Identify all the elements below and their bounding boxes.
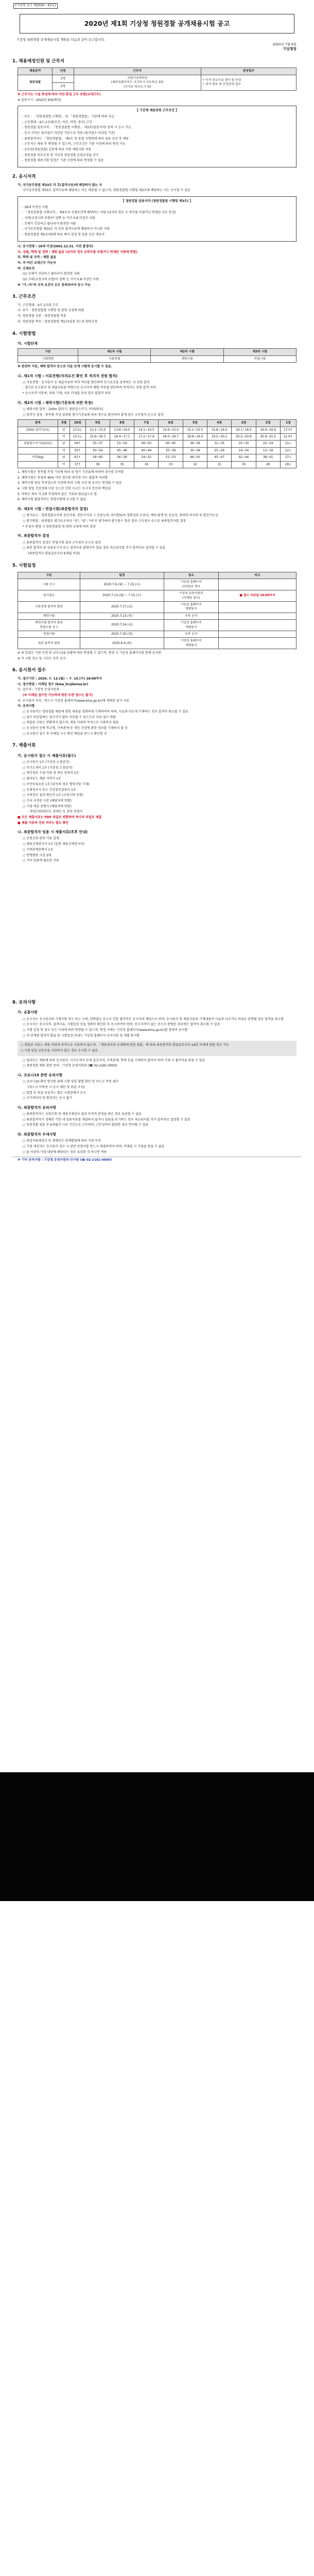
sec8-line: ○ 블라인드 채용에 따라 응시원서, 자기소개서 등에 출신지역, 가족관계, 학력 등을 기재하지 않아야 하며 기재 시 불이익을 받을 수 있음	[23, 1058, 205, 1062]
sec7-highlight-2: ■ 제출 서류의 진위 여부는 별도 확인	[18, 821, 69, 825]
fitness-td: 55↑	[69, 447, 85, 454]
sec4-note1: ※ 완전히 서류, 체력 합격자 등으로 다음 단계 시험에 응시할 수 있음.	[18, 364, 113, 368]
fitness-td: 20.9~21.5	[256, 434, 280, 440]
fitness-td: 17.0↑	[280, 427, 296, 433]
sec8-line5: ○ 가점 대상자는 응시원서 접수 시 관련 증명서를 반드시 제출하여야 하며, 미제출 시 가점을 받을 수 없음	[23, 1144, 165, 1148]
cell-duty: • 국가 중요시설 경비 및 안내 • 청사 방호 및 안전관리 업무	[201, 75, 296, 90]
schedule-row	[18, 620, 296, 631]
fitness-td: 15.6~16.3	[85, 434, 110, 440]
sec7-line: ○ 블라인드 채용 서약서 1부	[23, 777, 61, 781]
sec4-sub3-line: ○ 체력시험 항목 : 100m 달리기, 윗몸일으키기, 악력(좌우)	[23, 407, 103, 411]
fitness-td: 18.0~18.7	[159, 434, 183, 440]
cell-place: 국립기상과학원 (제주특별자치도 서귀포시 서호북로 33) (서귀포 혁신도시 내)	[74, 75, 201, 90]
fitness-td: 윗몸일으키기(회/1분)	[18, 440, 58, 447]
exam-stage-table-wrap	[18, 348, 296, 363]
cell-total-count: 2명	[53, 82, 74, 90]
schedule-td: 2020.7.23.(목)	[80, 613, 164, 619]
fitness-table	[18, 419, 296, 468]
schedule-td: 2020.7.30.(목)	[80, 631, 164, 637]
fitness-td: 21↓	[280, 440, 296, 447]
fitness-th: 5점	[183, 420, 207, 427]
fitness-td: 19.5~20.1	[207, 434, 232, 440]
cell-count: 2명	[53, 75, 74, 82]
qual-line: - 신체가 건강하고 팔다리가 완전한 사람	[22, 222, 76, 226]
fitness-td: 20.2~20.8	[232, 434, 256, 440]
qualification-box-head: 【 청원경찰 임용자격 (청원경찰법 시행령 제3조) 】	[121, 199, 193, 203]
agency-name: 기상청장	[283, 47, 296, 52]
fitness-td: 38~41	[256, 454, 280, 461]
doc-code-line	[12, 3, 302, 9]
section-4-title: 4. 시험방법	[12, 331, 36, 336]
stage-th: 제3차 시험	[223, 349, 296, 355]
sec1-note-2: ※ 임용시기 : 2020년 9월(예정)	[18, 98, 61, 102]
sec8-line: ○ 시험 일정 및 장소 등은 사정에 따라 변경될 수 있으며, 변경 시에는 기상청 홈페이지(www.kma.go.kr)를 통하여 공지함	[23, 1028, 188, 1032]
sec6-line: ○ 접수 마감일에는 접수자가 많아 지연될 수 있으므로 미리 접수 바람	[23, 715, 116, 719]
fitness-td: 15.5↓	[69, 434, 85, 440]
fitness-td: 48~50	[183, 454, 207, 461]
stage-td: 시험방법	[18, 355, 78, 362]
fitness-td: 34	[134, 461, 159, 468]
fitness-td: 58↑	[69, 440, 85, 447]
working-conditions-head: 【 기간제 채용관련 근무조건 】	[135, 109, 179, 113]
fitness-td: 51~53	[159, 454, 183, 461]
schedule-th: 비고	[218, 572, 296, 579]
sec8-line5: ○ 둘 이상의 가점 대상에 해당되는 경우 유리한 것 하나만 적용	[23, 1150, 107, 1154]
schedule-td	[218, 620, 296, 631]
fitness-td: 55~57	[85, 440, 110, 447]
fitness-row	[18, 434, 296, 440]
sec5-note: ※ 위 일정은 기관 사정 및 코로나19 상황에 따라 변경될 수 있으며, 변경 시 기상청 홈페이지를 통해 공지함	[18, 651, 161, 655]
sec2-line: 라. 학력 및 자격 : 제한 없음	[18, 256, 57, 260]
sec2-line: 나. 응시연령 : 18세 이상(2002.12.31. 이전 출생자)	[18, 244, 93, 248]
fitness-td: 25~29	[207, 447, 232, 454]
schedule-row	[18, 579, 296, 590]
fitness-td	[18, 434, 58, 440]
fitness-th: 10점	[69, 420, 85, 427]
fitness-td: 31	[207, 461, 232, 468]
box1-line: - 공무원(청원경찰) 신분에 따른 각종 제한사항 적용	[22, 148, 92, 152]
sec7-line: ○ 개인정보 수집·이용 및 제공 동의서 1부	[23, 771, 79, 775]
sec7-line2: ○ 가족관계증명서 1부	[23, 848, 54, 852]
fitness-th: 3점	[232, 420, 256, 427]
fitness-td: 40~44	[134, 447, 159, 454]
section-5-title: 5. 시험일정	[12, 563, 36, 568]
fitness-td: 13.6~14.0	[110, 427, 134, 433]
sec4-sub3: 다. 제2차 시험 : 체력시험(기준표에 의한 측정)	[18, 400, 93, 405]
sec4-sub5-line: (최종합격자 발표일로부터 6개월 이내)	[28, 551, 80, 555]
fitness-row	[18, 440, 296, 447]
fitness-td: 21.6↑	[280, 434, 296, 440]
sec7-line: ○ 기타 자격증 사본 (해당자에 한함)	[23, 799, 72, 803]
schedule-td	[218, 613, 296, 619]
fitness-td: 13~18	[256, 447, 280, 454]
stage-th: 제1차 시험	[78, 349, 151, 355]
schedule-td: 기상청 홈페이지 개별통지	[164, 620, 218, 631]
fitness-td: 32	[183, 461, 207, 468]
sec7-line: ○ 주민등록초본 1부 (남자의 경우 병역사항 기재)	[23, 782, 90, 786]
stage-th: 구분	[18, 349, 78, 355]
fitness-th: 성별	[58, 420, 69, 427]
sec8-line4: ○ 청원경찰 임용 후 6개월간 시보 기간으로 근무하며, 근무성적이 불량한 경우 면직될 수 있음	[23, 1123, 149, 1127]
fitness-th: 4점	[207, 420, 232, 427]
schedule-td: 시험 공고	[18, 579, 80, 590]
schedule-td: 기상청 홈페이지 나라일터 게시	[164, 579, 218, 590]
fitness-td: 19~24	[232, 447, 256, 454]
box1-line: - 근무형태 : 4조 2교대(주간, 야간, 비번, 휴무) 근무	[22, 120, 93, 124]
box1-line: - 청원경찰 복무규정 및 기상청 청원경찰 운영규정을 준수	[22, 153, 99, 157]
sec6-line: ○ 제출된 서류는 반환하지 않으며, 채용 이외의 목적으로 사용하지 않음	[23, 721, 119, 725]
fitness-td: 42~44	[232, 454, 256, 461]
qual-line: - 청원경찰법 제5조의2에 따른 배치 결정 및 임용 승인 대상자	[22, 233, 105, 237]
fit-note: 1. 체력시험은 종목별 측정 기록에 따라 위 평가 기준표에 의하여 점수를 부여함	[18, 470, 124, 474]
fitness-td: 36	[85, 461, 110, 468]
schedule-td: 2020.7.13.(월) ~ 7.15.(수)	[80, 590, 164, 602]
fitness-th: 2점	[256, 420, 280, 427]
fitness-td: 16.1~16.5	[232, 427, 256, 433]
section-1-title: 1. 채용예정인원 및 근무지	[12, 58, 65, 64]
schedule-row	[18, 601, 296, 613]
fitness-td: 33	[159, 461, 183, 468]
fitness-td: 22~24	[256, 440, 280, 447]
qual-line: - 국가공무원법 제33조 각 호의 결격사유에 해당하지 아니한 사람	[22, 227, 110, 231]
schedule-td: 원서접수	[18, 590, 80, 602]
fitness-td: 61↑	[69, 454, 85, 461]
sec8-sub3: 다. 최종합격자 유의사항	[18, 1105, 57, 1110]
sec2-line: 바. 신체조건	[18, 266, 35, 270]
sec7-line: ○ 자기소개서 1부 (기상청 소정양식)	[23, 766, 73, 770]
sec8-line3: (마스크 미착용 시 응시 제한 및 퇴실 조치)	[28, 1085, 85, 1089]
fit-note: 6. 체력시험 불합격자는 면접시험에 응시할 수 없음	[18, 498, 86, 502]
fitness-td	[18, 447, 58, 454]
sec4-sub4-line: ○ 평가요소 : 청원경찰로서의 정신자세, 전문지식과 그 응용능력, 의사발표의 정확성과 논리성, 예의·품행 및 성실성, 창의력·의지력 및 발전가능성	[23, 514, 218, 518]
sec7-line: ○ 시력검사 결과 확인서 1부 (교정시력 포함)	[23, 793, 83, 798]
fitness-td: 여	[58, 447, 69, 454]
sec3-line: 다. 청원경찰 신분 : 청원경찰법 적용	[18, 314, 66, 318]
notice-title: 2020년 제1회 기상청 청원경찰 공개채용시험 공고	[20, 14, 294, 33]
sec7-line: ○ 가점 대상 증명서 (해당자에 한함)	[23, 804, 72, 808]
fitness-td: 13.1~13.5	[85, 427, 110, 433]
sec7-line2: ○ 기타 임용에 필요한 서류	[23, 859, 59, 863]
fitness-th: 7점	[134, 420, 159, 427]
intro-text: 기상청 청원경찰 공개채용시험 계획을 다음과 같이 공고합니다.	[16, 38, 106, 42]
fitness-td: 악력(kg)	[18, 454, 58, 461]
stage-td: 체력시험	[151, 355, 223, 362]
schedule-td: 2020.7.17.(금)	[80, 601, 164, 613]
schedule-row	[18, 638, 296, 649]
schedule-td: ■ 접수 마감일 18:00까지	[218, 590, 296, 602]
sec6-line: 마. 유의사항	[18, 704, 35, 708]
sec8-line4: ○ 최종합격자가 정해진 기한 내 임용서류를 제출하지 않거나 임용을 포기하는 경우 차순위자를 추가 합격자로 결정할 수 있음	[23, 1117, 190, 1122]
qual-line: - 18세 이상인 사람	[22, 205, 48, 209]
schedule-th: 일정	[80, 572, 164, 579]
box1-line: - 최종합격자는 「청원경찰법」 제5조 및 동법 시행령에 따라 임용 승인 후 채용	[22, 137, 129, 141]
sec8-line: ○ 응시자는 응시원서의 기재사항 착오 또는 누락, 연락불능 등으로 인한 불이익은 응시자의 책임으로 하며, 응시원서 및 제출서류의 기재내용이 사실과 다르거나 허위로 판명될 경우 합격을 취소함	[23, 1017, 284, 1021]
sec3-line: 가. 근무형태 : 4조 2교대 근무	[18, 303, 59, 307]
sec5-note: ※ 각 시험 장소 및 시간은 추후 공지	[18, 656, 66, 660]
fitness-td: 37↓	[280, 454, 296, 461]
sec8-line3: ○ 발열 등 의심 증상자는 별도 시험장에서 응시	[23, 1091, 86, 1095]
schedule-td	[218, 631, 296, 637]
schedule-td: 추후 공지	[164, 613, 218, 619]
sec4-sub4: 라. 제3차 시험 : 면접시험(최종합격자 결정)	[18, 507, 89, 512]
schedule-td: 기상청 운영지원과 (이메일 접수)	[164, 590, 218, 602]
fitness-td: 54~55	[134, 454, 159, 461]
sec6-line: (※ 이메일 접수만 가능하며 방문·우편 접수는 불가)	[23, 693, 93, 697]
fitness-td: 28↓	[280, 461, 296, 468]
fitness-td: 56~58	[110, 454, 134, 461]
sec7-line: ○ 응시원서 1부 (기상청 소정양식)	[23, 760, 69, 765]
sec8-sub4: 라. 최종합격자 우대사항	[18, 1132, 57, 1137]
sec7-sub1: 가. 응시원서 접수 시 제출서류(필수)	[18, 753, 76, 758]
stage-td: 면접시험	[223, 355, 296, 362]
qual-line: - 「청원경찰법 시행규칙」 제4조의 신체조건에 해당하는 사람 (남자의 경우 군 복무를 마쳤거나 면제된 자로 한정)	[22, 211, 176, 215]
sec4-sub2-line: - 접수된 응시원서 및 제출서류를 바탕으로 응시자격 해당 여부를 판단하며 적격자는 전원 합격 처리	[23, 386, 156, 390]
fitness-td	[18, 461, 58, 468]
fitness-td: 15.1~15.5	[183, 427, 207, 433]
sec8-line: ○ 각 단계별 합격자 발표 및 시험일정 안내는 기상청 홈페이지 공지사항 및 개별 통지함	[23, 1033, 140, 1038]
sec7-sub2: 나. 최종합격자 임용 시 제출서류(추후 안내)	[18, 830, 88, 835]
sec7-highlight-1: ■ 모든 제출서류는 PDF 파일로 변환하여 하나의 파일로 제출	[18, 815, 102, 819]
section-8-title: 8. 유의사항	[12, 999, 36, 1005]
box1-line: - 근무지는 채용 후 변경될 수 있으며, 근무조건은 기관 사정에 따라 변경 가능	[22, 142, 126, 146]
exam-stage-table	[18, 348, 296, 363]
fitness-td: 17.2~17.9	[134, 434, 159, 440]
fitness-td: 30~34	[183, 447, 207, 454]
notice-date: 2020년 7월 6일	[272, 42, 296, 46]
fitness-td: 45~49	[110, 447, 134, 454]
fitness-td: 18.8~19.4	[183, 434, 207, 440]
sec8-sub1: 가. 공통사항	[18, 1010, 38, 1015]
sec8-line3: ○ 자가격리자 및 확진자는 응시 불가	[23, 1096, 72, 1100]
sec8-grey-line: ○ 제출된 서류는 채용 이외의 목적으로 사용하지 않으며, 「채용절차의 공정화에 관한 법률」에 따라 최종합격자 발표일로부터 14일 이내에 반환 청구 가능	[21, 1043, 229, 1047]
schedule-th: 구분	[18, 572, 80, 579]
fitness-td: 여	[58, 461, 69, 468]
th-place: 근무지	[74, 68, 201, 75]
fitness-td: 14.6~15.0	[159, 427, 183, 433]
schedule-row	[18, 631, 296, 637]
schedule-td: 체력시험	[18, 613, 80, 619]
sec4-sub1: 가. 시험단계	[18, 341, 38, 346]
schedule-row	[18, 590, 296, 602]
sec2-line: 다. 성별, 학력 및 경력 : 제한 없음 (남자의 경우 군복무를 마쳤거나 면제된 사람에 한함)	[18, 250, 137, 254]
fitness-td: 35	[110, 461, 134, 468]
fitness-row	[18, 427, 296, 433]
cell-field: 청원경찰	[18, 75, 53, 90]
sec4-sub4-line: * 동점자 발생 시 청원경찰법 및 관련 규정에 따라 결정	[23, 524, 96, 529]
sec4-sub2-line: ○ 서류전형 : 응시원서 등 제출서류의 적격 여부를 확인하여 응시요건을 충족하는 자 전원 합격	[23, 380, 150, 384]
section-6-title: 6. 응시원서 접수	[12, 668, 46, 673]
fitness-td: 14.1~14.5	[134, 427, 159, 433]
fit-note: 5. 악력은 좌우 각 2회 측정하여 좋은 기록의 평균값으로 함	[18, 492, 97, 496]
fitness-th: 6점	[159, 420, 183, 427]
sec8-sub2: 나. 코로나19 관련 유의사항	[18, 1073, 63, 1077]
fitness-td: 37↑	[69, 461, 85, 468]
box1-line: - 청원경찰 채용시험 일정은 기관 사정에 따라 변경될 수 있음	[22, 159, 104, 163]
sec2-sub1: 가. 국가공무원법 제33조 각 호(결격사유)에 해당하지 않는 자	[18, 183, 102, 187]
th-duty: 담당업무	[201, 68, 296, 75]
qualification-box	[18, 196, 296, 242]
sec2-line: ※ "가~마"의 자격 요건이 모두 충족되어야 응시 가능	[18, 283, 91, 287]
fitness-td: 12↓	[280, 447, 296, 454]
fitness-row	[18, 447, 296, 454]
doc-code: [기상청 공고 제2020 - 42호]	[13, 3, 58, 9]
sec4-sub5-line: ○ 최종합격자 결정은 면접시험 결과 고득점자 순으로 결정	[23, 540, 101, 545]
fitness-td: 15.6~16.0	[207, 427, 232, 433]
schedule-td: 서류전형 합격자 발표	[18, 601, 80, 613]
fitness-td: 45~47	[207, 454, 232, 461]
fitness-td: 59~60	[85, 454, 110, 461]
sec8-line4: ○ 최종합격자는 신원조회 및 채용신체검사 결과 부적격 판정을 받은 경우 임용할 수 없음	[23, 1112, 142, 1116]
working-conditions-box	[18, 106, 296, 167]
sec2-line: (1) 신체가 건강하고 팔다리가 완전한 사람	[23, 272, 80, 276]
sec4-sub2: 나. 제1차 시험 : 서류전형(자격요건 확인 후 적격자 전원 합격)	[18, 374, 118, 378]
schedule-table	[18, 572, 296, 649]
fitness-td: 16.4~17.1	[110, 434, 134, 440]
fit-note: 2. 체력시험은 만점의 40% 미만 점수를 취득한 자는 불합격 처리함	[18, 476, 108, 480]
box1-line: - 청원경찰 임용자격 : 「청원경찰법 시행령」 제3조(임용자격) 충족 시 응시 가능	[22, 126, 131, 130]
redaction-spacer	[12, 865, 302, 993]
sec4-sub2-line: * 응시자격 미충족, 허위 기재, 서류 미제출 등의 경우 불합격 처리	[23, 392, 111, 396]
footer-contact: ※ 기타 문의사항 : 기상청 운영지원과 인사팀 (☎ 02-2181-0000)	[18, 1158, 112, 1162]
redaction-band	[0, 1772, 314, 1901]
sec6-line: ○ 응시원서 접수 후 이메일 수신 확인 메일을 반드시 확인할 것	[23, 732, 107, 736]
sec6-line: 가. 접수기간 : 2020. 7. 13.(월) ~ 7. 15.(수) 18:00까지	[18, 676, 102, 681]
fitness-td: 16.6~16.9	[256, 427, 280, 433]
sec8-line: ○ 청원경찰 채용 관련 문의 : 기상청 운영지원과 (☎ 02-2181-0000)	[23, 1064, 117, 1068]
fitness-td: 35~39	[159, 447, 183, 454]
sec2-sub1-text: 국가공무원법 제33조 결격사유에 해당하는 자는 채용될 수 없으며, 청원경찰법 시행령 제3조에 해당하는 자는 응시할 수 있음	[23, 189, 190, 193]
schedule-th: 장소	[164, 572, 218, 579]
schedule-td: 추후 공지	[164, 631, 218, 637]
fitness-td: 남	[58, 440, 69, 447]
sec8-greyband	[18, 1041, 296, 1056]
sec6-line: 라. 응시원서 작성 : 반드시 기상청 홈페이지(www.kma.go.kr)에 게재된 양식 사용	[18, 699, 129, 703]
sec1-note-1: ※ 근무지는 시설 특성에 따라 야간·휴일 근무 포함(교대근무)	[18, 92, 101, 96]
fitness-td: 40~45	[159, 440, 183, 447]
sec7-line2: ○ 신원조회 관련 서류 일체	[23, 837, 59, 841]
fitness-th: 종목	[18, 420, 58, 427]
fitness-td: 25~30	[232, 440, 256, 447]
section-2-title: 2. 응시자격	[12, 174, 36, 180]
fitness-th: 9점	[85, 420, 110, 427]
fitness-row	[18, 454, 296, 461]
section-3-title: 3. 근무조건	[12, 294, 36, 300]
fitness-td: 51~54	[110, 440, 134, 447]
box1-line: - 응시 자격은 원서접수 마감일 기준으로 적용 (원서접수 마감일 기준)	[22, 131, 115, 135]
schedule-td: 2020.7.6.(월) ~ 7.15.(수)	[80, 579, 164, 590]
sec6-line: ○ 응시원서 등에 학교명, 가족관계 등 개인 신상에 관한 정보를 기재하지 말 것	[23, 726, 128, 731]
recruit-table-wrap	[18, 67, 296, 91]
schedule-td: 면접시험	[18, 631, 80, 637]
fitness-td: 남	[58, 427, 69, 433]
schedule-td: 체력시험 합격자 발표 면접시험 공고	[18, 620, 80, 631]
sec8-line3: ○ 코로나19 확산 방지를 위해 시험 당일 발열 확인 및 마스크 착용 필수	[23, 1080, 119, 1084]
qual-line: - 시력(교정시력 포함)이 양쪽 눈 각각 0.8 이상인 사람	[22, 216, 95, 221]
stage-th: 제2차 시험	[151, 349, 223, 355]
sec3-line: 나. 보수 : 청원경찰법 시행령 및 관련 규정에 따름	[18, 309, 84, 313]
schedule-td: 기상청 홈페이지 개별통지	[164, 601, 218, 613]
fitness-td: 36~39	[183, 440, 207, 447]
schedule-row	[18, 613, 296, 619]
schedule-td: 최종 합격자 발표	[18, 638, 80, 649]
fitness-td: 29	[256, 461, 280, 468]
schedule-td: 2020.7.24.(금)	[80, 620, 164, 631]
sec8-grey-line: ○ 시험 당일 신분증을 지참하지 않은 경우 응시할 수 없음	[21, 1048, 98, 1053]
sec3-line: 라. 청원경찰 복무 : 청원경찰법 제5조(임용 등) 및 관련규정	[18, 319, 98, 324]
fitness-td: 30	[232, 461, 256, 468]
sec4-sub4-line: ○ 평가방법 : 위원별로 평가요소마다 "상", "중", "하"로 평가하며 평가점수 합산 결과 고득점자 순으로 최종합격자를 결정	[23, 519, 186, 523]
fitness-th: 1점	[280, 420, 296, 427]
sec7-line: - 취업지원대상자, 장애인 등 관련 증명서	[28, 810, 83, 814]
sec2-line: 마. 주·야간 교대근무 가능자	[18, 261, 56, 265]
schedule-td	[218, 638, 296, 649]
schedule-table-wrap	[18, 572, 296, 649]
schedule-td: 기상청 홈페이지 개별통지	[164, 638, 218, 649]
fitness-td: 100m 달리기(초)	[18, 427, 58, 433]
stage-td: 서류전형	[78, 355, 151, 362]
sec8-line5: ○ 취업지원대상자 및 장애인은 관계법령에 따라 가점 부여	[23, 1139, 101, 1143]
fit-note: 3. 체력시험 당일 측정장소의 사정에 따라 시험 시간 및 순서는 변경될 수 있음	[18, 481, 122, 485]
box1-line: - 보수 : 「청원경찰법 시행령」 및 「청원경찰법」 기준에 따라 지급	[22, 114, 114, 118]
sec7-line2: ○ 채용신체검사서 1부 (일반 채용신체검사서)	[23, 842, 84, 846]
fitness-td: 46~50	[134, 440, 159, 447]
sec4-sub3-line: ○ 합격자 결정 : 종목별 측정 결과를 평가기준표에 따라 점수로 환산하여 합계 점수 고득점자 순으로 결정	[23, 413, 164, 417]
schedule-td	[218, 579, 296, 590]
sec6-line: 나. 접수방법 : 이메일 접수 (kma_hr@korea.kr)	[18, 682, 89, 686]
fit-note: 4. 시험 당일 건강상태 이상 등으로 인한 사고는 응시자 본인의 책임임	[18, 487, 111, 491]
th-field: 채용분야	[18, 68, 53, 75]
sec7-line2: ○ 반명함판 사진 2매	[23, 853, 51, 857]
schedule-td: 2020.8.4.(화)	[80, 638, 164, 649]
sec6-line: ○ 응시원서는 청원경찰 채용에 관한 내용을 정확하게 기재하여야 하며, 사실과 다르게 기재하는 경우 합격이 취소될 수 있음	[23, 710, 188, 714]
fitness-td: 여	[58, 434, 69, 440]
fitness-table-wrap	[18, 419, 296, 468]
recruit-table	[18, 67, 296, 91]
th-count: 인원	[53, 68, 74, 75]
sec7-line: ○ 신체검사서 또는 건강검진결과서 1부	[23, 788, 76, 792]
fitness-td: 31~35	[207, 440, 232, 447]
section-7-title: 7. 제출서류	[12, 743, 36, 749]
fitness-notes	[12, 470, 302, 502]
fitness-td: 남	[58, 454, 69, 461]
sec4-sub5: 마. 최종합격자 결정	[18, 534, 49, 538]
fitness-th: 8점	[110, 420, 134, 427]
sec4-sub5-line: ○ 최종 합격자 중 임용포기자 또는 결격사유 발생자가 있을 경우 차순위자를 추가 합격자로 결정할 수 있음	[23, 546, 166, 550]
fitness-td: 50~54	[85, 447, 110, 454]
fitness-row	[18, 461, 296, 468]
sec6-line: 다. 접수처 : 기상청 운영지원과	[18, 688, 60, 692]
fitness-td: 13.0↓	[69, 427, 85, 433]
schedule-td	[218, 601, 296, 613]
sec2-line: (2) 시력(교정시력 포함)이 양쪽 눈 각각 0.8 이상인 사람	[23, 277, 99, 281]
sec8-line: ○ 응시자는 응시자격, 결격사유, 시험일정 등을 정확히 확인한 후 응시하여야 하며, 응시자격이 없는 것으로 판명된 경우에는 합격이 취소될 수 있음	[23, 1023, 220, 1027]
